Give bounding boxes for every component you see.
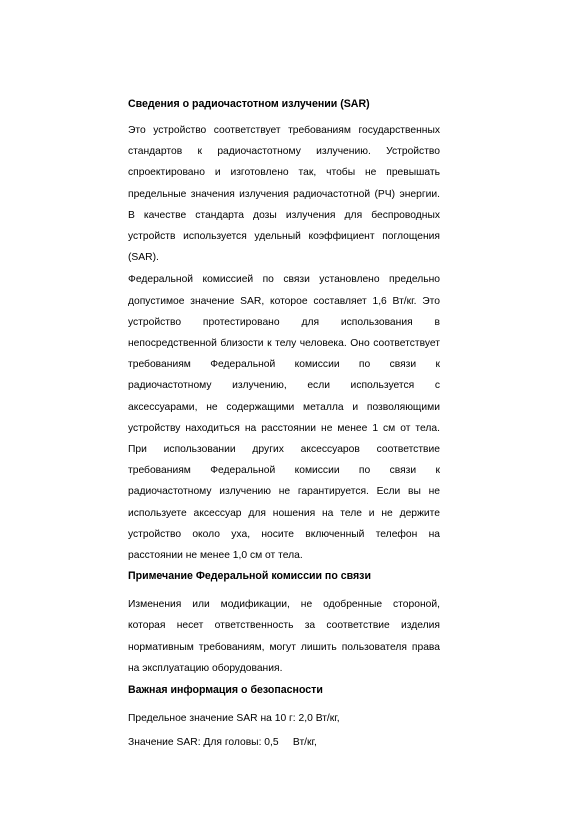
sar-paragraph-2: Федеральной комиссией по связи установлено предельно допустимое значение SAR, которое составляет 1,6 Вт/кг. Это устройство протестировано для использования в непосредственной близости к телу человека. Оно соответствует требованиям Федеральной комиссии по связи к радиочастотному излучению, если используется с аксессуарами, не содержащими металла и позволяющими устройству находиться на расстоянии не менее 1 см от тела. При использовании других аксессуаров соответствие требованиям Федеральной комиссии по связи к радиочастотному излучению не гарантируется. Если вы не используете аксессуар для ношения на теле и не держите устройство около уха, носите включенный телефон на расстоянии не менее 1,0 см от тела. xyxy=(128,274,440,562)
sar-paragraph-1: Это устройство соответствует требованиям государственных стандартов к радиочастотному излучению. Устройство спроектировано и изготовлено так, чтобы не превышать предельные значения излучения радиочастотной (РЧ) энергии. В качестве стандарта дозы излучения для беспроводных устройств используется удельный коэффициент поглощения (SAR). xyxy=(128,125,440,264)
safety-info-title: Важная информация о безопасности xyxy=(128,684,323,697)
sar-head-value-line: Значение SAR: Для головы: 0,5 Вт/кг, xyxy=(128,737,317,749)
sar-limit-line: Предельное значение SAR на 10 г: 2,0 Вт/кг, xyxy=(128,713,340,725)
document-page xyxy=(128,94,440,757)
fcc-note-title: Примечание Федеральной комиссии по связи xyxy=(128,570,371,583)
sar-section-title: Сведения о радиочастотном излучении (SAR) xyxy=(128,98,370,110)
fcc-note-paragraph: Изменения или модификации, не одобренные стороной, которая несет ответственность за соответствие изделия нормативным требованиям, могут лишить пользователя права на эксплуатацию оборудования. xyxy=(128,599,440,674)
